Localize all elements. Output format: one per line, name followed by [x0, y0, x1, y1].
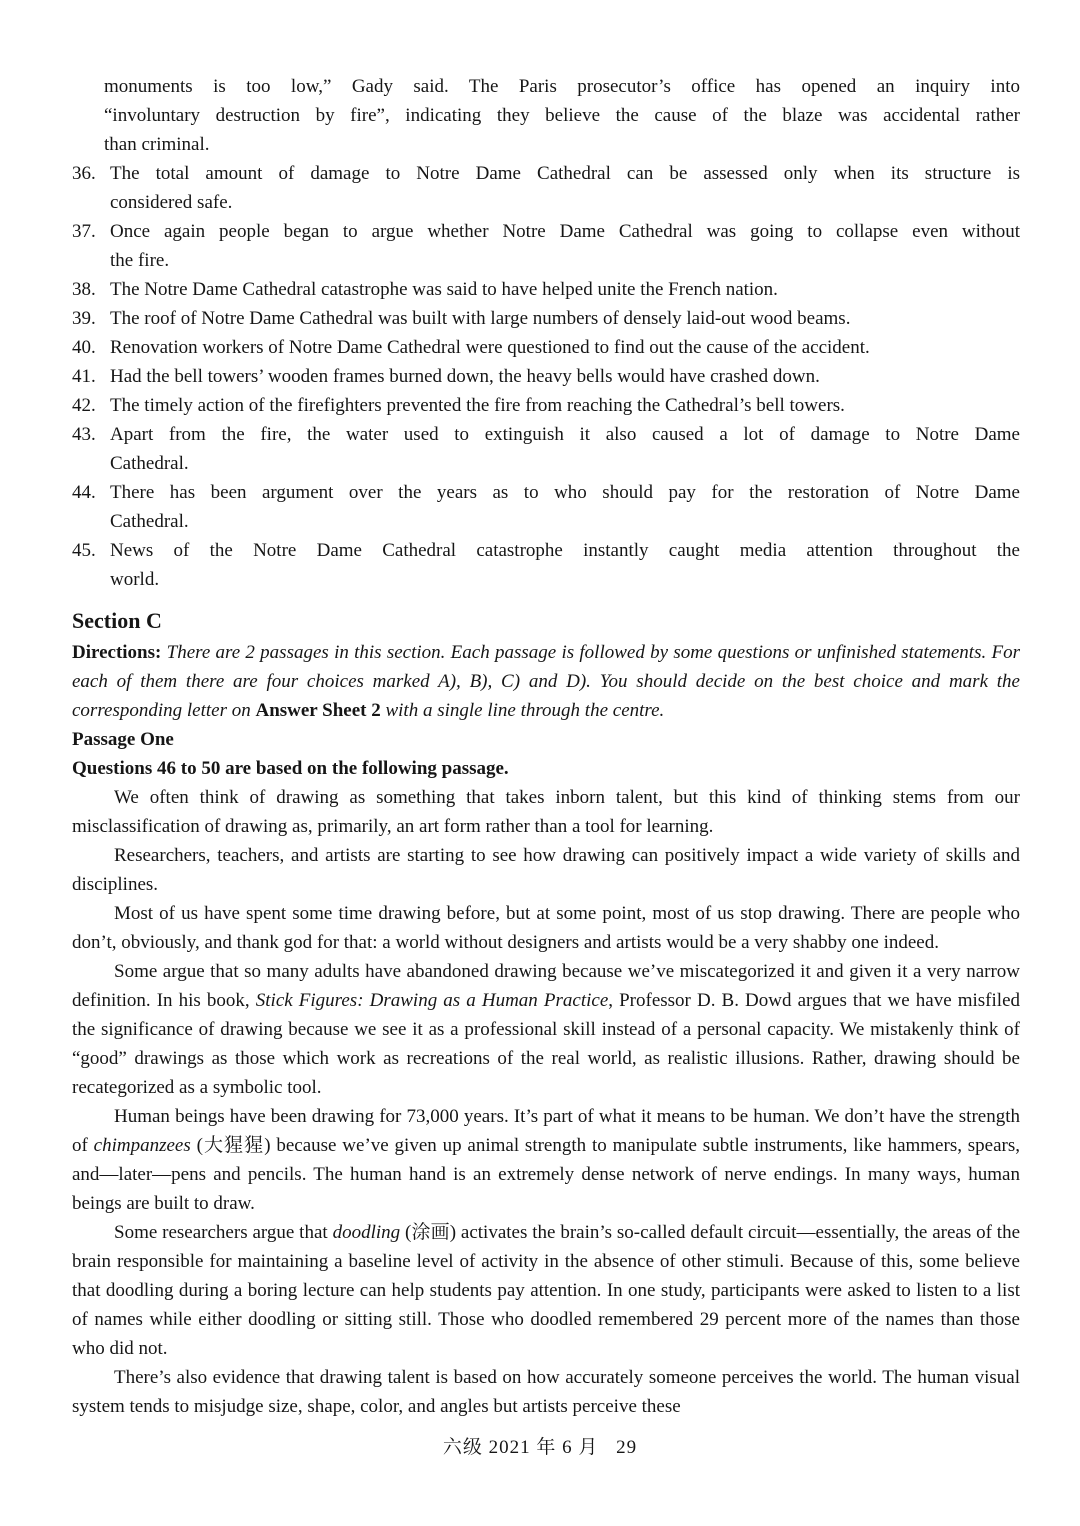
statement-text: There has been argument over the years as to who should pay for the restoration of Notre Dame [110, 482, 1020, 503]
passage-paragraph: Most of us have spent some time drawing before, but at some point, most of us stop drawing. There are people who don’t, obviously, and thank god for that: a world without designers and artists would be a very shabby one indeed. [72, 903, 1020, 953]
statement-text-cont: Cathedral. [110, 453, 189, 474]
statement-39 [72, 304, 1020, 333]
text-run: Some argue that so many adults have abandoned drawing because we’ve miscategorized it and given it a very narrow definition. In his book, [72, 961, 1020, 1011]
passage [72, 783, 1020, 1421]
term: doodling [332, 1222, 401, 1243]
statement-number: 39. [72, 308, 96, 329]
statement-text: The total amount of damage to Notre Dame Cathedral can be assessed only when its structure is [110, 163, 1020, 184]
continuation-paragraph [72, 72, 1020, 159]
statement-number: 42. [72, 395, 96, 416]
passage-paragraph: We often think of drawing as something that takes inborn talent, but this kind of thinking stems from our misclassification of drawing as, primarily, an art form rather than a tool for learning. [72, 787, 1020, 837]
statement-42 [72, 391, 1020, 420]
statement-text: The roof of Notre Dame Cathedral was built with large numbers of densely laid-out wood beams. [110, 308, 851, 329]
statement-number: 41. [72, 366, 96, 387]
statement-45 [72, 536, 1020, 594]
statement-text: The timely action of the firefighters prevented the fire from reaching the Cathedral’s bell towers. [110, 395, 845, 416]
statement-41 [72, 362, 1020, 391]
statement-text: Renovation workers of Notre Dame Cathedral were questioned to find out the cause of the accident. [110, 337, 870, 358]
section-heading: Section C [72, 608, 162, 633]
statement-number: 40. [72, 337, 96, 358]
statement-number: 45. [72, 540, 96, 561]
passage-paragraph: Researchers, teachers, and artists are starting to see how drawing can positively impact a wide variety of skills and disciplines. [72, 845, 1020, 895]
statement-number: 43. [72, 424, 96, 445]
directions [72, 638, 1020, 725]
book-title: Stick Figures: Drawing as a Human Practice [255, 990, 609, 1011]
page-footer [0, 1432, 1080, 1459]
statement-40 [72, 333, 1020, 362]
text-line: “involuntary destruction by fire”, indicating they believe the cause of the blaze was accidental rather [104, 105, 1020, 126]
term: chimpanzees [93, 1135, 191, 1156]
statement-44 [72, 478, 1020, 536]
text-run: Some researchers argue that [114, 1222, 328, 1243]
exam-label: 六级 2021 年 6 月 [442, 1437, 599, 1458]
passage-paragraph [72, 1102, 1020, 1218]
page-number: 29 [616, 1437, 638, 1458]
questions-label: Questions 46 to 50 are based on the following passage. [72, 758, 509, 779]
directions-text-end: with a single line through the centre. [385, 700, 665, 721]
statement-list [72, 159, 1020, 594]
statement-text: News of the Notre Dame Cathedral catastrophe instantly caught media attention throughout the [110, 540, 1020, 561]
chinese-gloss: (涂画) [405, 1222, 457, 1243]
chinese-gloss: (大猩猩) [196, 1135, 271, 1156]
statement-38 [72, 275, 1020, 304]
statement-text-cont: the fire. [110, 250, 170, 271]
text-run: Human beings have been drawing for 73,000 years. It’s part of what it means to be human. We don’t have the strength of [72, 1106, 1020, 1156]
passage-paragraph: There’s also evidence that drawing talent is based on how accurately someone perceives the world. The human visual system tends to misjudge size, shape, color, and angles but artists perceive these [72, 1367, 1020, 1417]
directions-text: There are 2 passages in this section. Each passage is followed by some questions or unfinished statements. For each of them there are four choices marked A), B), C) and D). You should decide on the best choice and mark the corresponding letter on [72, 642, 1020, 721]
passage-paragraph [72, 957, 1020, 1102]
statement-number: 44. [72, 482, 96, 503]
statement-text: Had the bell towers’ wooden frames burned down, the heavy bells would have crashed down. [110, 366, 820, 387]
statement-text-cont: Cathedral. [110, 511, 189, 532]
passage-paragraph [72, 1218, 1020, 1363]
text-line: monuments is too low,” Gady said. The Paris prosecutor’s office has opened an inquiry into [104, 76, 1020, 97]
document-page [72, 72, 1020, 1421]
statement-36 [72, 159, 1020, 217]
statement-text: Once again people began to argue whether Notre Dame Cathedral was going to collapse even without [110, 221, 1020, 242]
text-run: , Professor D. B. Dowd argues that we have misfiled the significance of drawing because we see it as a professional skill instead of a personal capacity. We mistakenly think of “good” drawings as those which work as recreations of the real world, as realistic illusions. Rather, drawing should be recategorized as a symbolic tool. [72, 990, 1020, 1098]
answer-sheet-label: Answer Sheet 2 [255, 700, 381, 721]
statement-37 [72, 217, 1020, 275]
directions-lead: Directions: [72, 642, 162, 663]
text-line: than criminal. [104, 134, 210, 155]
statement-number: 38. [72, 279, 96, 300]
text-run: activates the brain’s so-called default circuit—essentially, the areas of the brain responsible for maintaining a baseline level of activity in the absence of other stimuli. Because of this, some believe that doodling during a boring lecture can help students pay attention. In one study, participants were asked to listen to a list of names while either doodling or sitting still. Those who doodled remembered 29 percent more of the names than those who did not. [72, 1222, 1021, 1359]
text-run: because we’ve given up animal strength to manipulate subtle instruments, like hammers, spears, and—later—pens and pencils. The human hand is an extremely dense network of nerve endings. In many ways, human beings are built to draw. [72, 1135, 1021, 1214]
statement-text: Apart from the fire, the water used to extinguish it also caused a lot of damage to Notre Dame [110, 424, 1020, 445]
passage-label: Passage One [72, 729, 174, 750]
statement-number: 37. [72, 221, 96, 242]
statement-number: 36. [72, 163, 96, 184]
statement-43 [72, 420, 1020, 478]
statement-text-cont: considered safe. [110, 192, 233, 213]
statement-text: The Notre Dame Cathedral catastrophe was said to have helped unite the French nation. [110, 279, 778, 300]
statement-text-cont: world. [110, 569, 160, 590]
